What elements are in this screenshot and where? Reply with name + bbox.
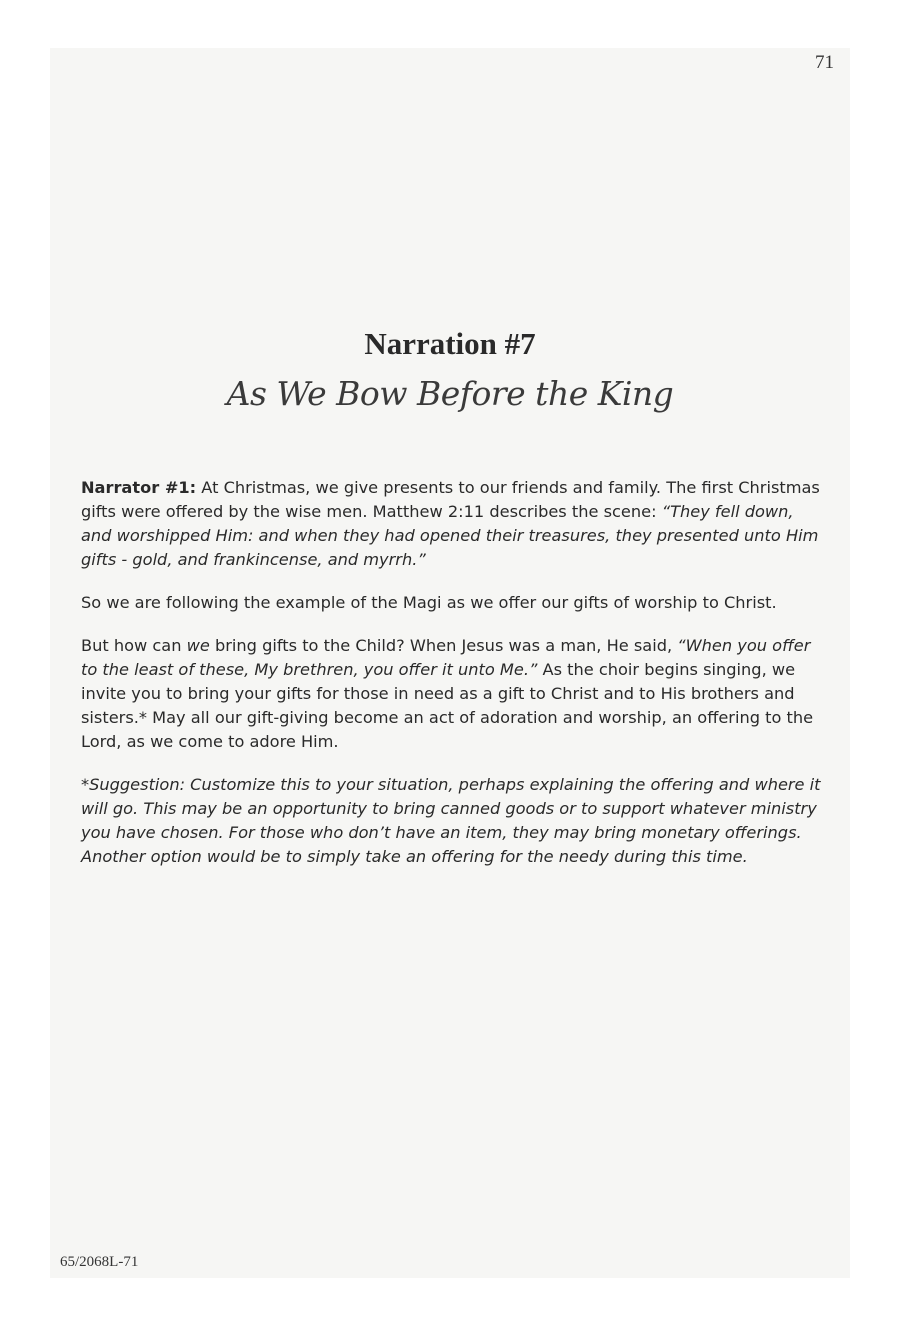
page-title: Narration #7 <box>364 326 536 361</box>
scripture-quote: “They fell down, and worshipped Him: and when they had opened their treasures, they presented unto Him gifts - gold, and frankincense, and myrrh.” <box>81 502 819 569</box>
page-number: 71 <box>815 52 834 73</box>
emphasis-word: we <box>186 636 210 655</box>
page-subtitle: As We Bow Before the King <box>226 374 674 413</box>
suggestion-text: *Suggestion: Customize this to your situation, perhaps explaining the offering and where it will go. This may be an opportunity to bring canned goods or to support whatever ministry you have chosen. For those who don’t have an item, they may bring monetary offerings. Another option would be to simply take an offering for the needy during this time. <box>81 775 821 866</box>
speaker-label: Narrator #1: <box>81 478 197 497</box>
footer-catalog-code: 65/2068L-71 <box>60 1254 139 1270</box>
paragraph-text: But how can <box>81 636 187 655</box>
suggestion-note <box>81 773 821 869</box>
paragraph-text: bring gifts to the Child? When Jesus was a man, He said, <box>209 636 678 655</box>
paragraph-magi: So we are following the example of the Magi as we offer our gifts of worship to Christ. <box>81 593 777 612</box>
narration-body <box>81 476 821 888</box>
paragraph-text: At Christmas, we give presents to our friends and family. The first Christmas gifts were offered by the wise men. Matthew 2:11 describes the scene: <box>81 478 820 521</box>
jesus-quote: “When you offer to the least of these, My brethren, you offer it unto Me.” <box>81 636 811 679</box>
paragraph-text: As the choir begins singing, we invite you to bring your gifts for those in need as a gift to Christ and to His brothers and sisters.* May all our gift-giving become an act of adoration and worship, an offering to the Lord, as we come to adore Him. <box>81 660 814 751</box>
paragraph-gifts <box>81 634 821 754</box>
paragraph-narrator <box>81 476 821 572</box>
